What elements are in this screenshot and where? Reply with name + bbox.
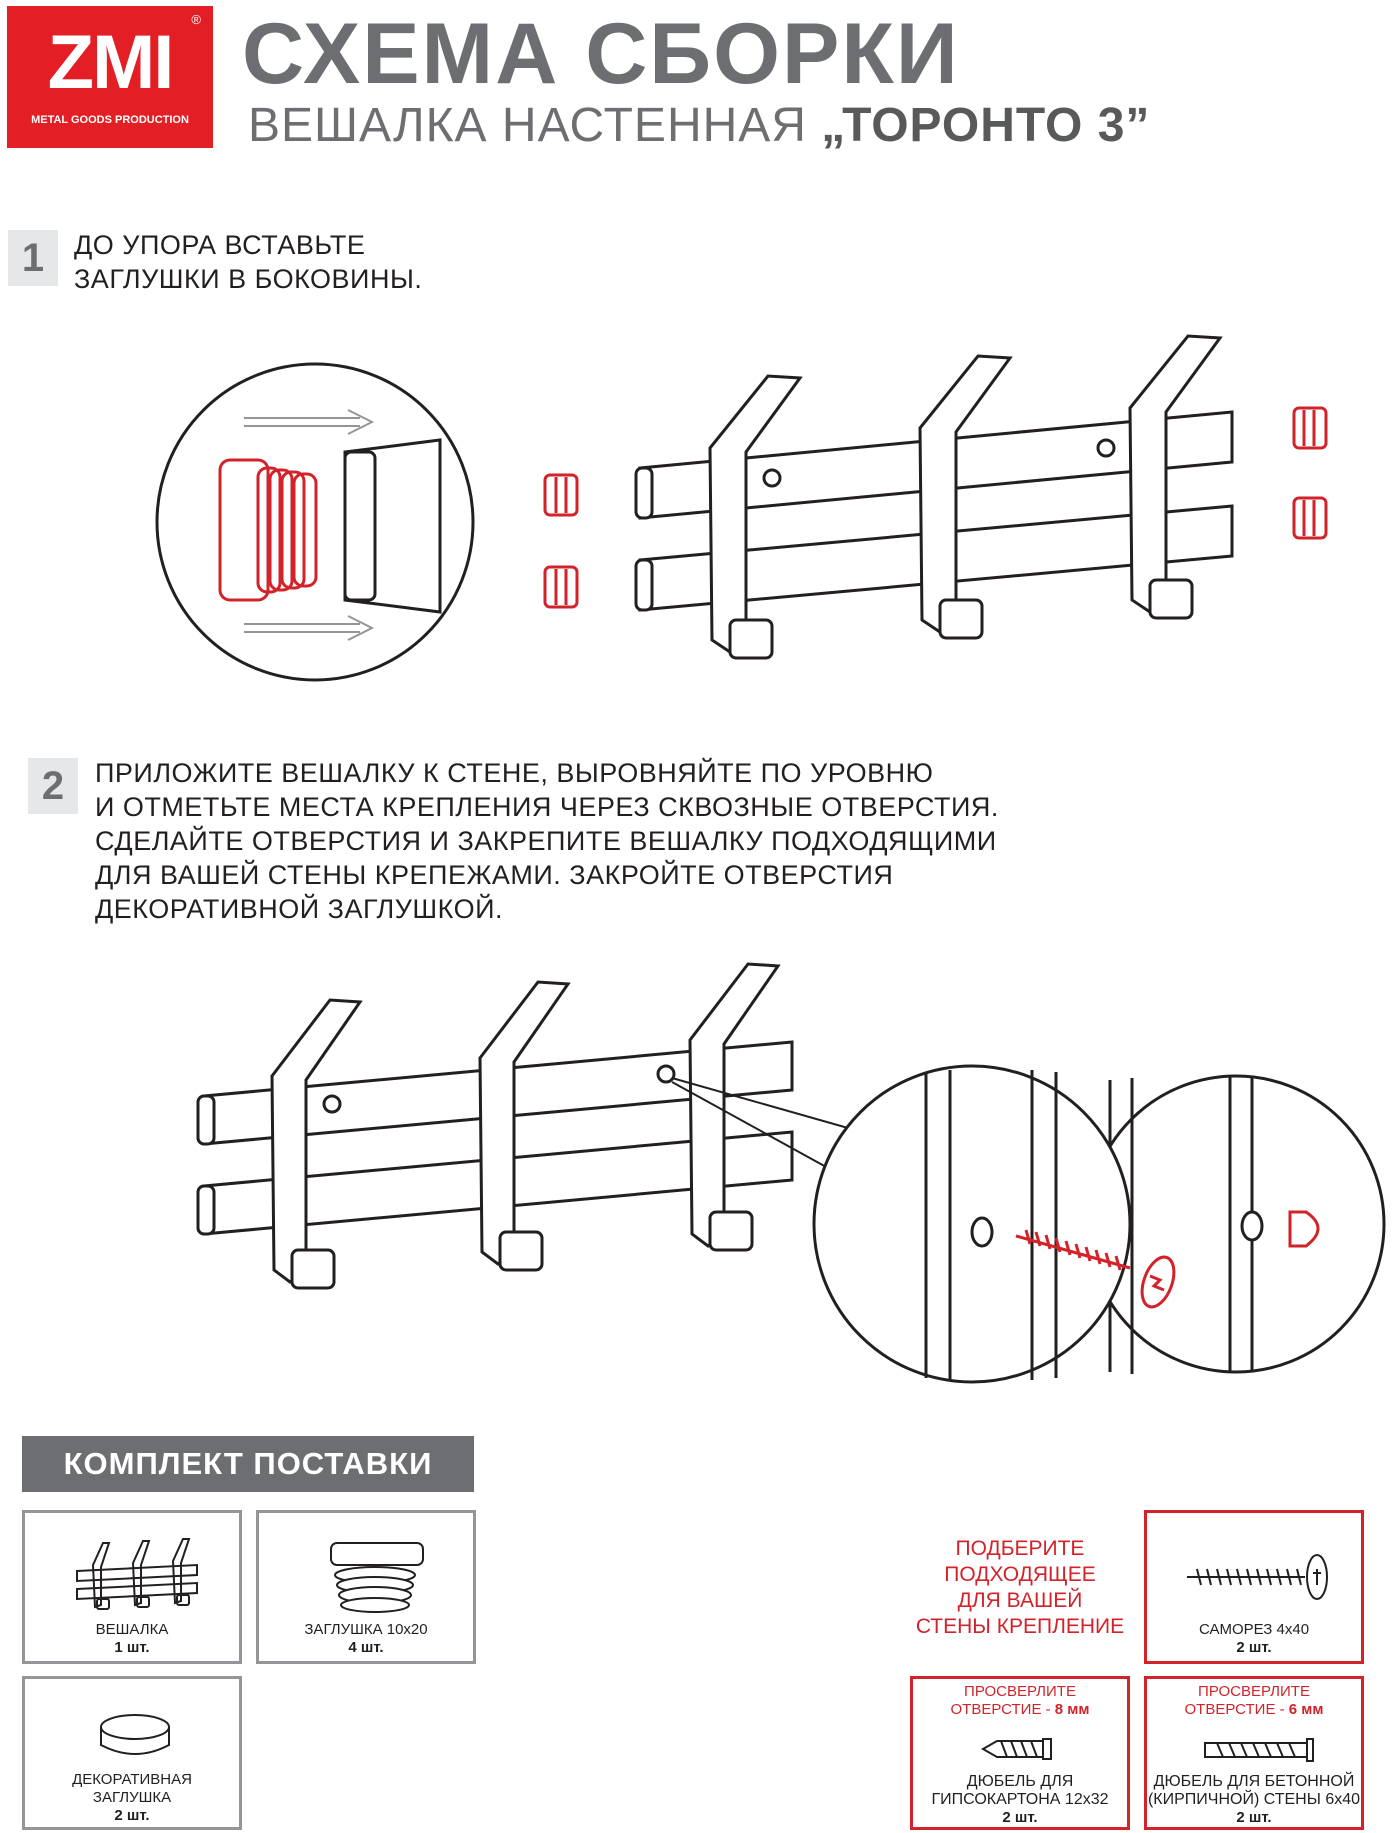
drill-size-label: ОТВЕРСТИЕ -: [1184, 1701, 1285, 1718]
fastener-name: ДЮБЕЛЬ ДЛЯ: [966, 1773, 1074, 1790]
step-1-line: ЗАГЛУШКИ В БОКОВИНЫ.: [74, 264, 423, 294]
drill-instruction: ПРОСВЕРЛИТЕ: [964, 1683, 1076, 1700]
subtitle-product-type: ВЕШАЛКА НАСТЕННАЯ: [248, 99, 807, 152]
fastener-note-line: ПОДХОДЯЩЕЕ: [944, 1563, 1096, 1586]
kit-item-end-cap: [256, 1510, 476, 1664]
fastener-qty: 2 шт.: [1002, 1809, 1038, 1826]
kit-item-qty: 2 шт.: [114, 1807, 150, 1824]
subtitle-model: „ТОРОНТО 3”: [821, 99, 1151, 152]
drill-size-label: ОТВЕРСТИЕ -: [950, 1701, 1051, 1718]
fastener-name: ГИПСОКАРТОНА 12х32: [931, 1791, 1109, 1808]
kit-item-name: ВЕШАЛКА: [95, 1621, 169, 1638]
decor-cap-icon: [1290, 1212, 1318, 1246]
fastener-gypsum-dowel: [910, 1676, 1130, 1830]
kit-item-hanger: [22, 1510, 242, 1664]
step-2-line: ДЛЯ ВАШЕЙ СТЕНЫ КРЕПЕЖАМИ. ЗАКРОЙТЕ ОТВЕРСТИЯ: [95, 860, 894, 890]
drill-size-value: 8 мм: [1054, 1701, 1090, 1718]
hanger-icon: [198, 964, 792, 1288]
step-2-line: И ОТМЕТЬТЕ МЕСТА КРЕПЛЕНИЯ ЧЕРЕЗ СКВОЗНЫЕ ОТВЕРСТИЯ.: [95, 792, 999, 822]
fastener-concrete-dowel: [1144, 1676, 1364, 1830]
fastener-name: ДЮБЕЛЬ ДЛЯ БЕТОННОЙ: [1153, 1773, 1355, 1790]
registered-mark: ®: [191, 12, 201, 27]
kit-item-name: ЗАГЛУШКА 10х20: [304, 1621, 428, 1638]
step-2-line: СДЕЛАЙТЕ ОТВЕРСТИЯ И ЗАКРЕПИТЕ ВЕШАЛКУ ПОДХОДЯЩИМИ: [95, 826, 997, 856]
fastener-name: (КИРПИЧНОЙ) СТЕНЫ 6х40: [1147, 1791, 1361, 1808]
fastener-note: [910, 1536, 1130, 1640]
kit-item-decor-cap: [22, 1676, 242, 1830]
kit-item-name: ЗАГЛУШКА: [92, 1789, 172, 1806]
decor-cap-detail-view: [1088, 1076, 1384, 1374]
kit-item-qty: 1 шт.: [114, 1639, 150, 1656]
fastener-note-line: ДЛЯ ВАШЕЙ: [957, 1589, 1083, 1612]
drill-size-value: 6 мм: [1288, 1701, 1324, 1718]
kit-item-qty: 4 шт.: [348, 1639, 384, 1656]
fastener-name: САМОРЕЗ 4х40: [1198, 1621, 1310, 1638]
fastener-qty: 2 шт.: [1236, 1639, 1272, 1656]
fastener-note-line: ПОДБЕРИТЕ: [955, 1537, 1085, 1560]
fastener-note-line: СТЕНЫ КРЕПЛЕНИЕ: [915, 1615, 1125, 1638]
step-2-line: ПРИЛОЖИТЕ ВЕШАЛКУ К СТЕНЕ, ВЫРОВНЯЙТЕ ПО УРОВНЮ: [95, 758, 934, 788]
step-1-number: 1: [8, 230, 58, 286]
step-2-number: 2: [28, 758, 78, 814]
page-title: СХЕМА СБОРКИ: [242, 6, 960, 102]
kit-item-name: ДЕКОРАТИВНАЯ: [72, 1771, 192, 1788]
logo-tagline: METAL GOODS PRODUCTION: [31, 114, 189, 126]
drill-instruction: ПРОСВЕРЛИТЕ: [1198, 1683, 1310, 1700]
step-2-line: ДЕКОРАТИВНОЙ ЗАГЛУШКОЙ.: [95, 894, 504, 924]
fastener-qty: 2 шт.: [1236, 1809, 1272, 1826]
screw-detail-view: [814, 1066, 1180, 1382]
kit-heading: КОМПЛЕКТ ПОСТАВКИ: [22, 1436, 474, 1492]
logo-text: ZMI: [47, 20, 173, 105]
step-1-line: ДО УПОРА ВСТАВЬТЕ: [74, 230, 366, 260]
fastener-screw: [1144, 1510, 1364, 1664]
